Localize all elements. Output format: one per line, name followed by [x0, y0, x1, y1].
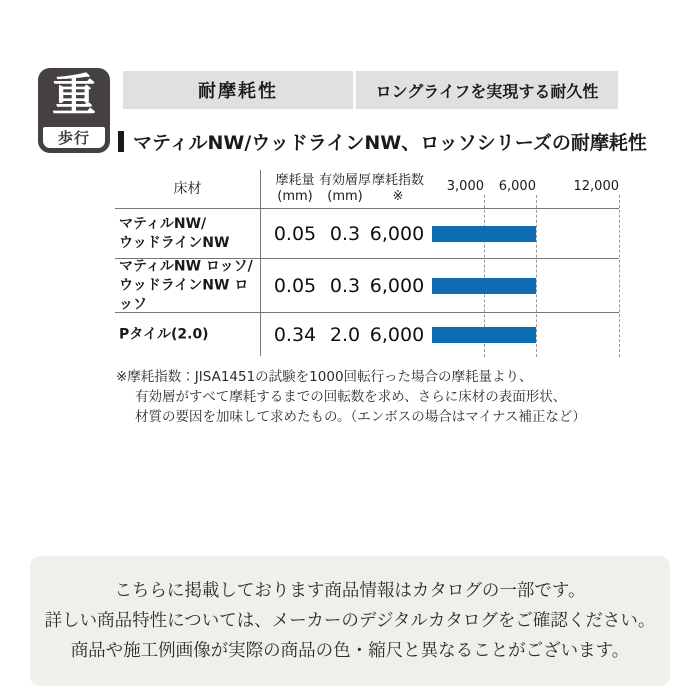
material-name-line2: ウッドラインNW ロッソ	[119, 277, 249, 312]
bar-track	[432, 209, 619, 258]
notice-line3: 商品や施工例画像が実際の商品の色・縮尺と異なることがございます。	[70, 641, 630, 661]
effective-layer-value: 0.3	[329, 274, 361, 297]
material-name	[119, 215, 259, 253]
header-abrasion-resistance: 耐摩耗性	[123, 71, 353, 109]
notice-line1: こちらに掲載しております商品情報はカタログの一部です。	[114, 581, 586, 601]
axis-tick-6000: 6,000	[498, 179, 536, 194]
material-name-line2: ウッドラインNW	[119, 234, 230, 251]
material-name	[119, 257, 259, 314]
col-header-material: 床材	[173, 181, 202, 197]
axis-tick-12000: 12,000	[573, 179, 619, 194]
wear-amount-value: 0.05	[273, 222, 317, 245]
gridline-12000	[619, 195, 620, 357]
badge-walk-label: 歩行	[41, 125, 107, 150]
effective-layer-value: 2.0	[329, 324, 361, 346]
bar-track	[432, 313, 619, 357]
table-row	[115, 259, 619, 313]
col-header-wear-index	[368, 173, 428, 205]
wear-index-bar	[432, 327, 536, 343]
wear-index-bar	[432, 226, 536, 242]
effective-layer-value: 0.3	[329, 222, 361, 245]
material-name-line1: マティルNW/	[119, 215, 207, 232]
wear-amount-value: 0.05	[273, 274, 317, 297]
col-header-wear-index-label: 摩耗指数	[371, 173, 424, 188]
table-row	[115, 209, 619, 259]
col-header-wear-index-mark: ※	[392, 189, 404, 204]
catalog-notice-box	[30, 556, 670, 686]
title-accent-bar	[118, 131, 124, 152]
section-title: マティルNW/ウッドラインNW、ロッソシリーズの耐摩耗性	[133, 132, 647, 154]
table-column-divider	[260, 170, 261, 356]
abrasion-table	[115, 170, 619, 358]
col-header-wear-amount-unit: (mm)	[277, 189, 313, 204]
footnote-line2: 有効層がすべて摩耗するまでの回転数を求め、さらに床材の表面形状、	[135, 389, 567, 405]
axis-tick-3000: 3,000	[446, 179, 484, 194]
wear-index-footnote	[116, 367, 596, 427]
table-row	[115, 313, 619, 357]
wear-amount-value: 0.34	[273, 324, 317, 346]
col-header-effective-layer	[315, 173, 375, 205]
heavy-walk-badge-icon	[38, 68, 110, 153]
badge-heavy-kanji: 重	[52, 70, 96, 121]
wear-index-value: 6,000	[369, 274, 425, 297]
material-name-line1: マティルNW ロッソ/	[119, 258, 253, 274]
bar-track	[432, 259, 619, 312]
notice-line2: 詳しい商品特性については、メーカーのデジタルカタログをご確認ください。	[44, 611, 656, 631]
footnote-line3: 材質の要因を加味して求めたもの。（エンボスの場合はマイナス補正など）	[135, 409, 586, 425]
header-durability-tagline: ロングライフを実現する耐久性	[356, 71, 618, 109]
material-name	[119, 326, 259, 345]
wear-index-value: 6,000	[369, 222, 425, 245]
col-header-effective-layer-unit: (mm)	[327, 189, 363, 204]
footnote-line1: ※摩耗指数：JISA1451の試験を1000回転行った場合の摩耗量より、	[116, 369, 533, 385]
col-header-wear-amount-label: 摩耗量	[275, 173, 315, 188]
wear-index-value: 6,000	[369, 324, 425, 346]
col-header-effective-layer-label: 有効層厚	[318, 173, 371, 188]
material-name-line1: Pタイル(2.0)	[119, 326, 209, 343]
wear-index-bar	[432, 278, 536, 294]
